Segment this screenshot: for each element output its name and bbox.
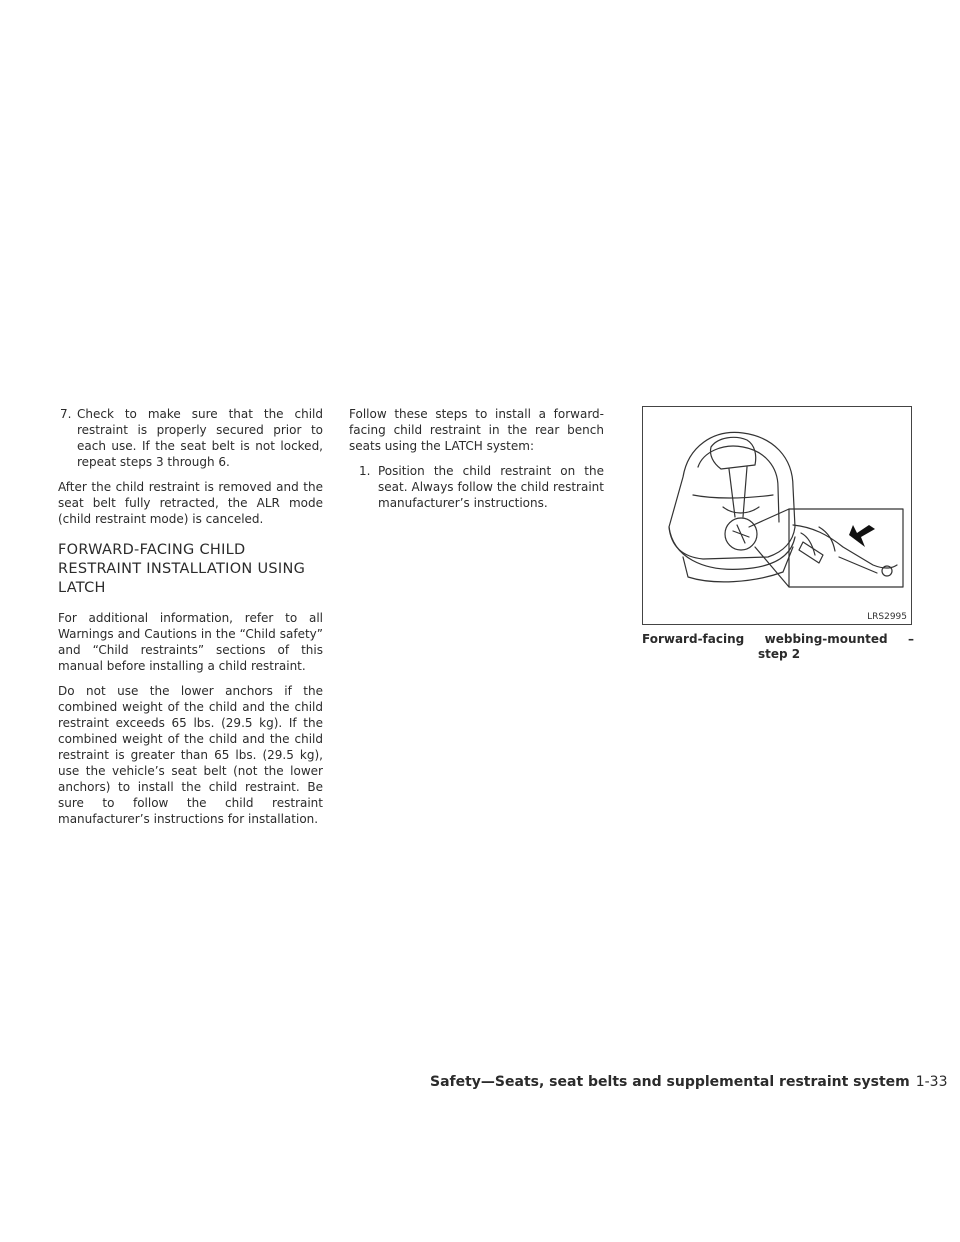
footer-section-title: Safety—Seats, seat belts and supplemental restraint system bbox=[430, 1074, 910, 1090]
paragraph-intro: Follow these steps to install a forward-facing child restraint in the rear bench seats using the LATCH system: bbox=[349, 407, 604, 453]
figure-caption bbox=[642, 632, 914, 662]
step-number: 7. bbox=[60, 407, 72, 421]
caption-word-1: Forward-facing bbox=[642, 632, 745, 646]
left-column bbox=[58, 406, 323, 836]
figure-code: LRS2995 bbox=[867, 612, 907, 622]
caption-dash: – bbox=[907, 632, 914, 646]
step-number: 1. bbox=[359, 464, 371, 478]
caption-line-2: step 2 bbox=[758, 647, 801, 661]
paragraph-additional-info: For additional information, refer to all Warnings and Cautions in the “Child safety” and “Child restraints” sections of this manual before installing a child restraint. bbox=[58, 611, 323, 673]
child-seat-drawing bbox=[643, 407, 913, 626]
step-text: Check to make sure that the child restraint is properly secured prior to each use. If the seat belt is not locked, repeat steps 3 through 6. bbox=[77, 407, 323, 469]
step-1 bbox=[349, 463, 604, 511]
page-number: 1-33 bbox=[915, 1074, 948, 1090]
step-text: Position the child restraint on the seat. Always follow the child restraint manufacturer’s instructions. bbox=[378, 464, 604, 510]
headrest-outline bbox=[710, 437, 755, 469]
section-heading: FORWARD-FACING CHILD RESTRAINT INSTALLATION USING LATCH bbox=[58, 542, 306, 596]
direction-arrow-icon bbox=[849, 525, 875, 547]
paragraph-lower-anchors: Do not use the lower anchors if the combined weight of the child and the child restraint exceeds 65 lbs. (29.5 kg). If the combined weight of the child and the child restraint is greater than 65 lbs. (29.5 kg), use the vehicle’s seat belt (not the lower anchors) to install the child restraint. Be sure to follow the child restraint manufacturer’s instructions for installation. bbox=[58, 684, 323, 826]
step-7 bbox=[58, 406, 323, 470]
child-seat-illustration bbox=[642, 406, 912, 625]
page-footer bbox=[430, 1074, 948, 1090]
caption-word-2: webbing-mounted bbox=[764, 632, 888, 646]
paragraph-alr-cancel: After the child restraint is removed and the seat belt fully retracted, the ALR mode (child restraint mode) is canceled. bbox=[58, 480, 323, 526]
middle-column bbox=[349, 406, 604, 520]
